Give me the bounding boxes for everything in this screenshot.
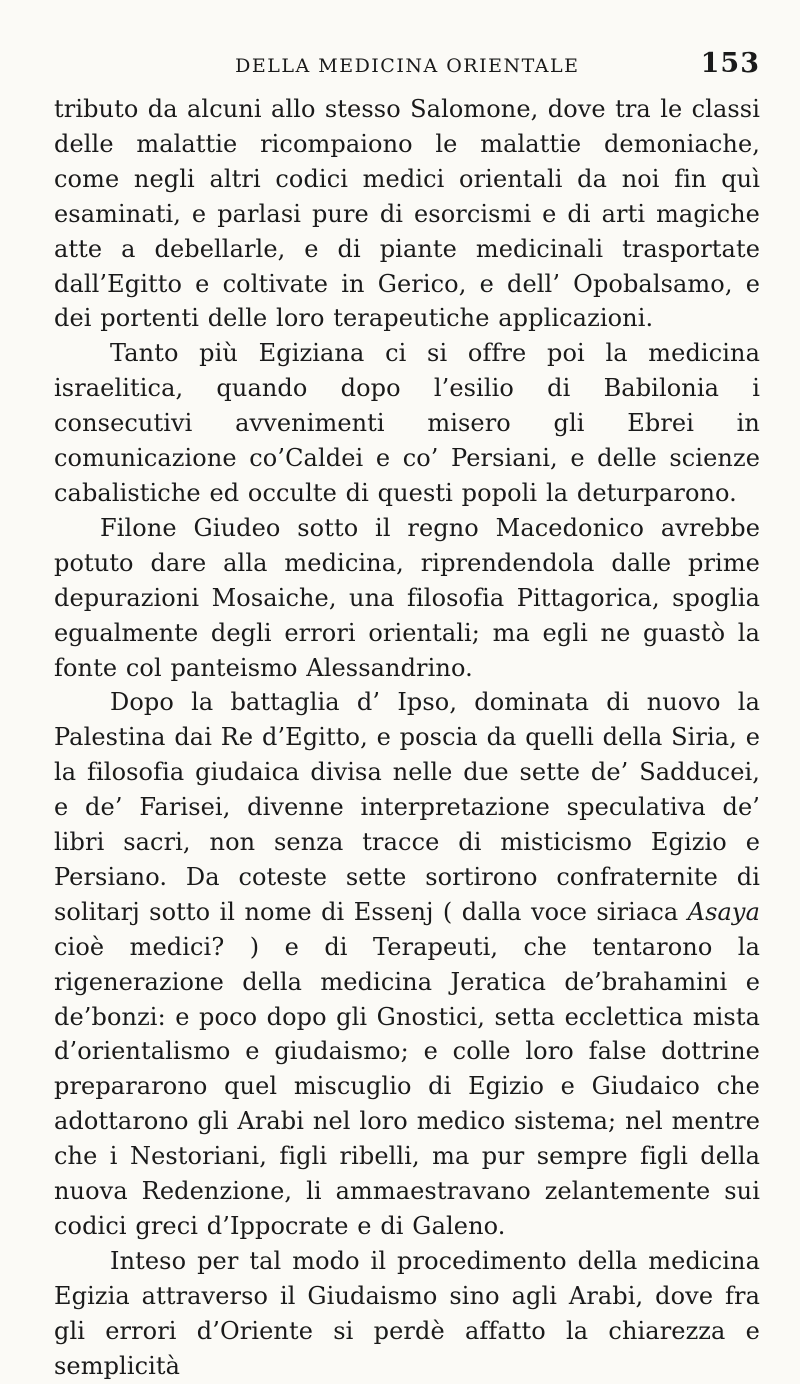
paragraph-2: [54, 336, 760, 511]
body-text: [54, 92, 760, 1384]
paragraph-text: Inteso per tal modo il procedimento della medicina Egizia attraverso il Giudaismo sino agli Arabi, dove fra gli errori d’Oriente si perdè affatto la chiarezza e semplicità: [54, 1246, 760, 1380]
paragraph-3: [54, 511, 760, 686]
foreign-term: Asaya: [687, 897, 760, 926]
paragraph-text: Filone Giudeo sotto il regno Macedonico avrebbe potuto dare alla medicina, riprendendola dalle prime depurazioni Mosaiche, una filosofia Pittagorica, spoglia egualmente degli errori orientali; ma egli ne guastò la fonte col panteismo Alessandrino.: [54, 513, 760, 682]
paragraph-text: Dopo la battaglia d’ Ipso, dominata di nuovo la Palestina dai Re d’Egitto, e poscia da quelli della Siria, e la filosofia giudaica divisa nelle due sette de’ Sadducei, e de’ Farisei, divenne interpretazione speculativa de’ libri sacri, non senza tracce di misticismo Egizio e Persiano. Da coteste sette sortirono confraternite di solitarj sotto il nome di Essenj ( dalla voce siriaca: [54, 688, 760, 926]
page-number: 153: [700, 48, 760, 79]
paragraph-1: [54, 92, 760, 336]
paragraph-text: tributo da alcuni allo stesso Salomone, dove tra le classi delle malattie ricompaiono le malattie demoniache, come negli altri codici medici orientali da noi fin quì esaminati, e parlasi pure di esorcismi e di arti magiche atte a debellarle, e di piante medicinali trasportate dall’Egitto e coltivate in Gerico, e dell’ Opobalsamo, e dei portenti delle loro terapeutiche applicazioni.: [54, 95, 760, 333]
paragraph-4: [54, 685, 760, 1244]
paragraph-5: [54, 1244, 760, 1384]
running-head: [54, 48, 760, 92]
running-title: DELLA MEDICINA ORIENTALE: [235, 55, 580, 77]
paragraph-text: cioè medici? ) e di Terapeuti, che tentarono la rigenerazione della medicina Jeratica de’brahamini e de’bonzi: e poco dopo gli Gnostici, setta ecclettica mista d’orientalismo e giudaismo; e colle loro false dottrine prepararono quel miscuglio di Egizio e Giudaico che adottarono gli Arabi nel loro medico sistema; nel mentre che i Nestoriani, figli ribelli, ma pur sempre figli della nuova Redenzione, li ammaestravano zelantemente sui codici greci d’Ippocrate e di Galeno.: [54, 932, 760, 1240]
paragraph-text: Tanto più Egiziana ci si offre poi la medicina israelitica, quando dopo l’esilio di Babilonia i consecutivi avvenimenti misero gli Ebrei in comunicazione co’Caldei e co’ Persiani, e delle scienze cabalistiche ed occulte di questi popoli la deturparono.: [54, 339, 760, 507]
